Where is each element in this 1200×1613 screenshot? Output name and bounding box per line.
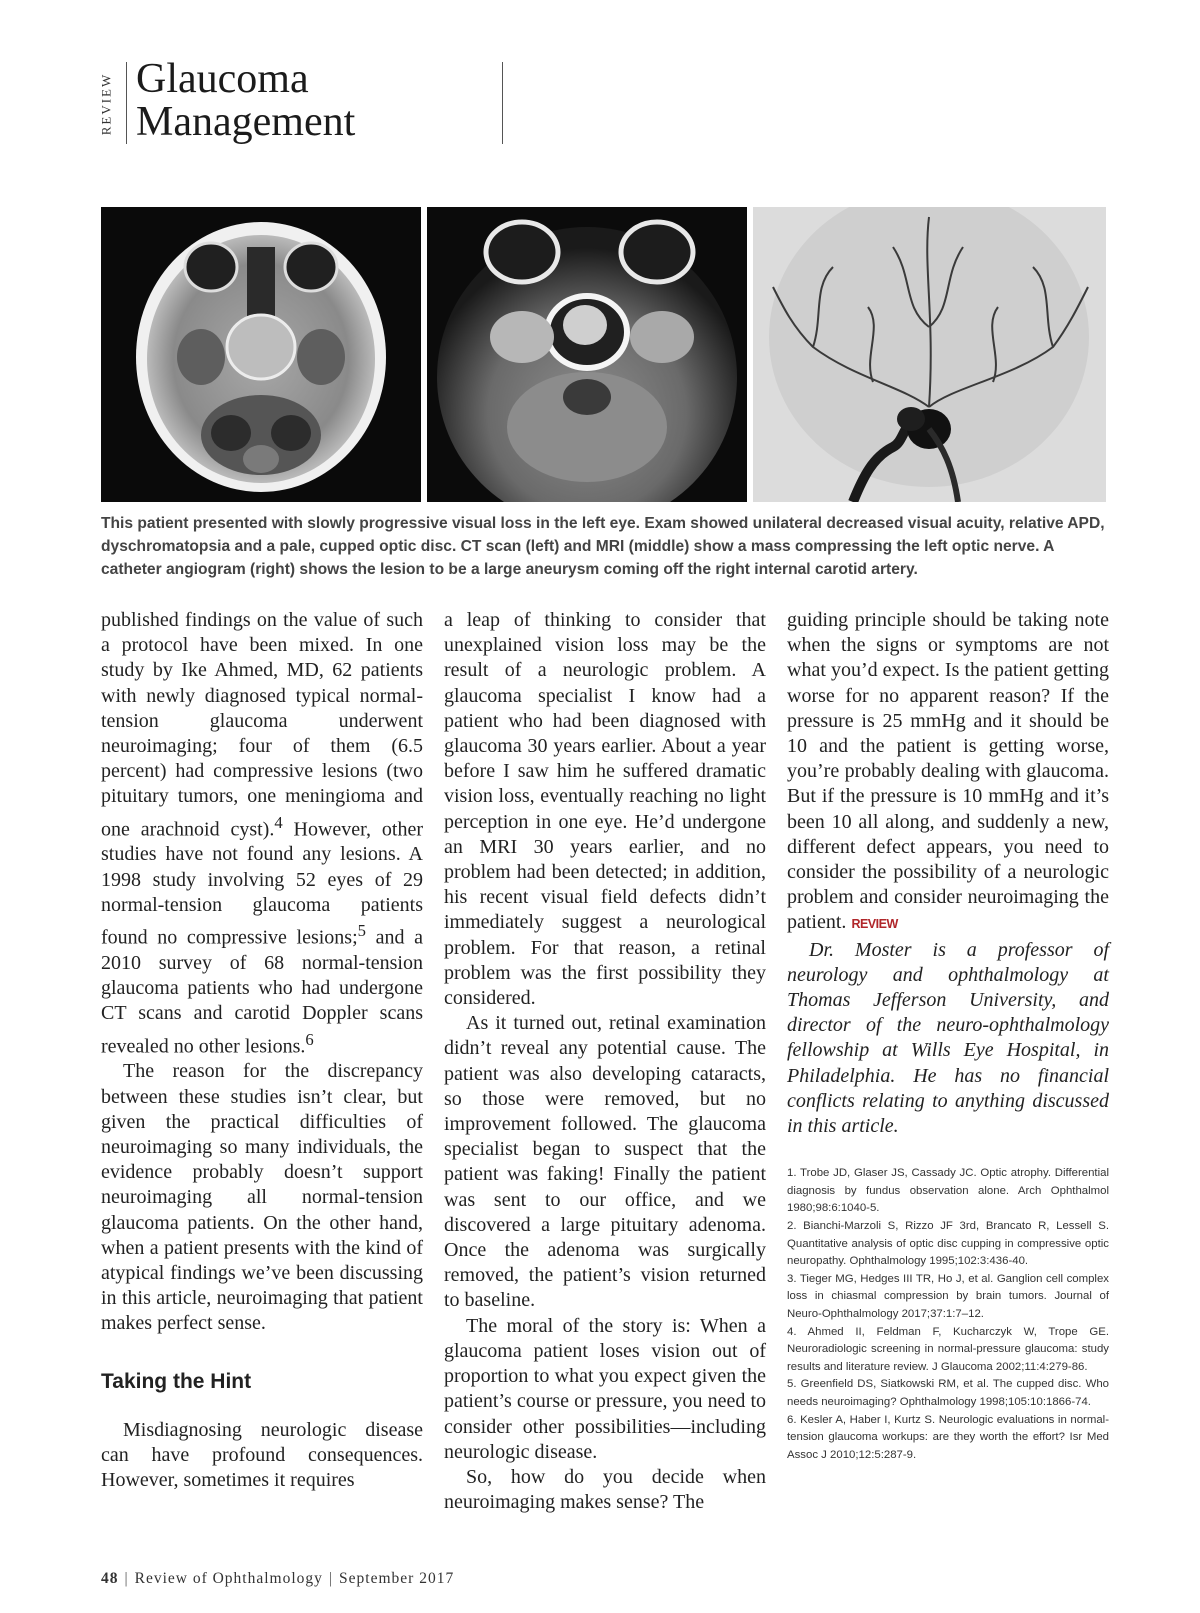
footer-separator: | <box>124 1570 129 1587</box>
column-3 <box>787 608 1109 1464</box>
column-1-paragraph-1: published findings on the value of such a protocol have been mixed. In one study by Ike Ahmed, MD, 62 patients with newly diagnosed typical normal-tension glaucoma underwent neuroimaging; four of them (6.5 percent) had compressive lesions (two pituitary tumors, one meningioma and one arachnoid cyst).$^4$ However, other studies have not found any lesions. A 1998 study involving 52 eyes of 29 normal-tension glaucoma patients found no compressive lesions;$^5$ and a 2010 survey of 68 normal-tension glaucoma patients who had undergone CT scans and carotid Doppler scans revealed no other lesions.$^6$ <box>101 609 423 1058</box>
angiogram-graphic <box>753 207 1106 502</box>
page-title <box>136 58 496 144</box>
column-2-paragraph-4: So, how do you decide when neuroimaging makes sense? The <box>444 1465 766 1514</box>
ct-scan-image <box>101 207 421 502</box>
mri-graphic <box>427 207 747 502</box>
publication-name: Review of Ophthalmology <box>134 1570 323 1587</box>
reference-item: 3. Tieger MG, Hedges III TR, Ho J, et al. Ganglion cell complex loss in chiasmal compression by brain tumors. Journal of Neuro-Ophthalmology 2017;37:1:7–12. <box>787 1272 1109 1321</box>
column-2-paragraph-1: a leap of thinking to consider that unexplained vision loss may be the result of a neurologic problem. A glaucoma specialist I know had a patient who had been diagnosed with glaucoma 30 years earlier. About a year before I saw him he suffered dramatic vision loss, eventually reaching no light perception in one eye. He’d undergone an MRI 30 years earlier, and no problem had been detected; in addition, his recent visual field defects didn’t immediately suggest a neurological problem. For that reason, a retinal problem was the first possibility they considered. <box>444 609 766 1010</box>
reference-item: 4. Ahmed II, Feldman F, Kucharczyk W, Trope GE. Neuroradiologic screening in normal-pressure glaucoma: study results and literature review. J Glaucoma 2002;11:4:279-86. <box>787 1325 1109 1373</box>
column-1-paragraph-3: Misdiagnosing neurologic disease can have profound consequences. However, sometimes it requires <box>101 1418 423 1492</box>
subheading-taking-the-hint: Taking the Hint <box>101 1369 252 1393</box>
section-tag: REVIEW <box>98 72 114 136</box>
page-footer <box>101 1570 454 1588</box>
reference-item: 1. Trobe JD, Glaser JS, Cassady JC. Optic atrophy. Differential diagnosis by fundus observation alone. Arch Ophthalmol 1980;98:6:1040-5. <box>787 1167 1109 1215</box>
column-2-paragraph-2: As it turned out, retinal examination didn’t reveal any potential cause. The patient was also developing cataracts, so those were removed, but no improvement followed. The glaucoma specialist began to suspect that the patient was faking! Finally the patient was sent to our office, and we discovered a large pituitary adenoma. Once the adenoma was surgically removed, the patient’s vision returned to baseline. <box>444 1012 766 1312</box>
column-3-paragraph-1: guiding principle should be taking note when the signs or symptoms are not what you’d expect. Is the patient getting worse for no apparent reason? If the pressure is 25 mmHg and it should be 10 and the patient is getting worse, you’re probably dealing with glaucoma. But if the pressure is 10 mmHg and it’s been 10 all along, and suddenly a new, different defect appears, you need to consider the possibility of a neurologic problem and consider neuroimaging the patient. REVIEW <box>787 609 1109 934</box>
reference-item: 5. Greenfield DS, Siatkowski RM, et al. The cupped disc. Who needs neuroimaging? Ophthalmology 1998;105:10:1866-74. <box>787 1378 1109 1408</box>
title-line-1: Glaucoma <box>136 56 309 102</box>
column-2 <box>444 608 766 1515</box>
issue-date: September 2017 <box>339 1570 455 1587</box>
page-number: 48 <box>101 1570 119 1587</box>
column-1-paragraph-2: The reason for the discrepancy between these studies isn’t clear, but given the practical difficulties of neuroimaging so many individuals, the evidence probably doesn’t support neuroimaging all normal-tension glaucoma patients. On the other hand, when a patient presents with the kind of atypical findings we’ve been discussing in this article, neuroimaging that patient makes perfect sense. <box>101 1060 423 1335</box>
reference-item: 2. Bianchi-Marzoli S, Rizzo JF 3rd, Brancato R, Lessell S. Quantitative analysis of optic disc cupping in compressive optic neuropathy. Ophthalmology 1995;102:3:436-40. <box>787 1220 1109 1268</box>
reference-item: 6. Kesler A, Haber I, Kurtz S. Neurologic evaluations in normal-tension glaucoma workups: are they worth the effort? Isr Med Assoc J 2010;12:5:287-9. <box>787 1413 1109 1461</box>
title-line-2: Management <box>136 99 356 145</box>
figure-caption: This patient presented with slowly progressive visual loss in the left eye. Exam showed unilateral decreased visual acuity, relative APD, dyschromatopsia and a pale, cupped optic disc. CT scan (left) and MRI (middle) show a mass compressing the left optic nerve. A catheter angiogram (right) shows the lesion to be a large aneurysm coming off the right internal carotid artery. <box>101 515 1105 578</box>
column-2-paragraph-3: The moral of the story is: When a glaucoma patient loses vision out of proportion to what you expect given the patient’s course or pressure, you need to consider other possibilities—including neurologic disease. <box>444 1314 766 1463</box>
footer-separator: | <box>328 1570 334 1587</box>
author-bio: Dr. Moster is a professor of neurology and ophthalmology at Thomas Jefferson University, and director of the neuro-ophthalmology fellowship at Wills Eye Hospital, in Philadelphia. He has no financial conflicts relating to anything discussed in this article. <box>787 938 1109 1138</box>
header-rule-right <box>502 62 503 144</box>
ct-scan-graphic <box>101 207 421 502</box>
column-1 <box>101 608 423 1493</box>
references-list <box>787 1165 1109 1464</box>
figure <box>101 207 1106 502</box>
end-mark: REVIEW <box>851 917 898 932</box>
header-rule-left <box>126 62 127 144</box>
angiogram-image <box>753 207 1106 502</box>
mri-image <box>427 207 747 502</box>
